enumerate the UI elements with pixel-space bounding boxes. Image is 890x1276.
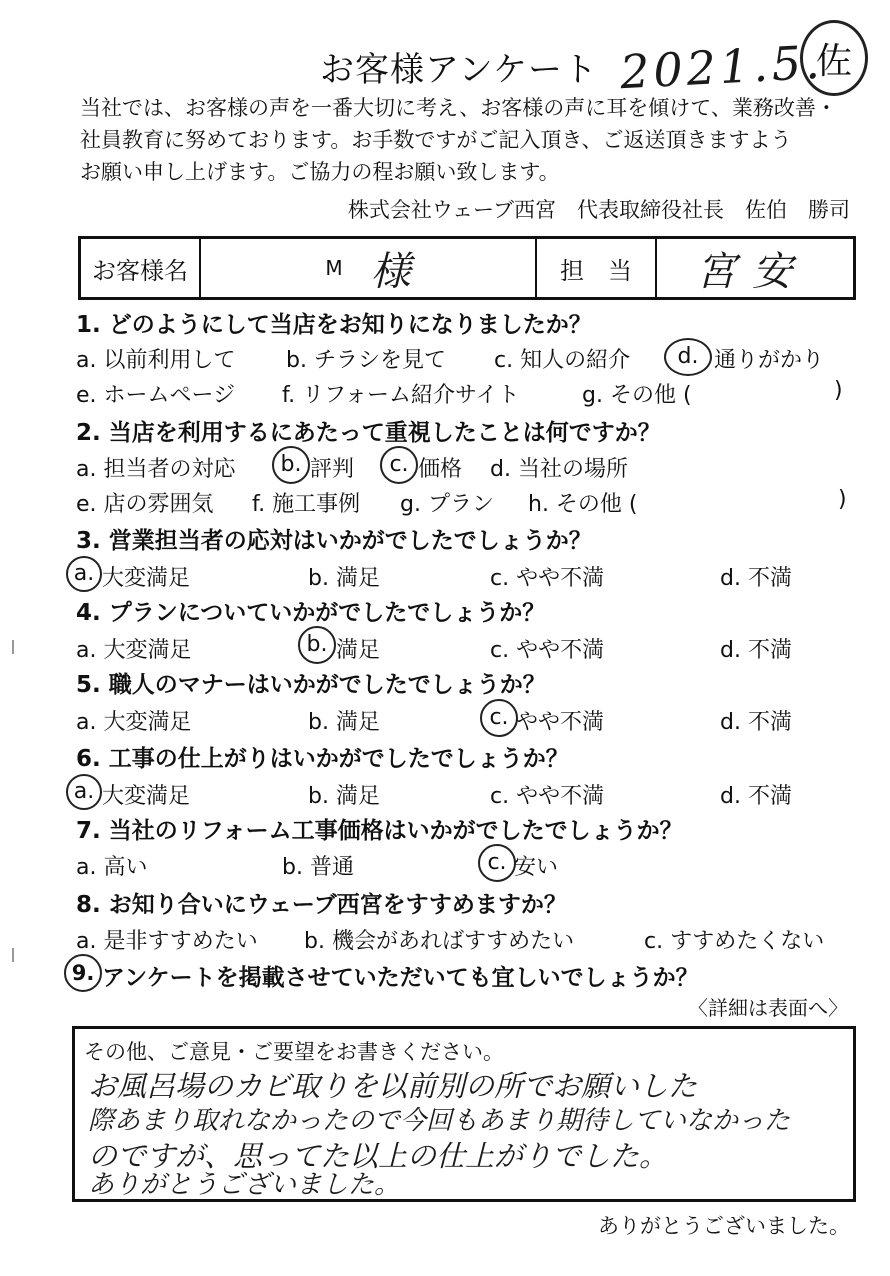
- q5-option-d[interactable]: d. 不満: [720, 710, 792, 735]
- comment-line-1: お風呂場のカビ取りを以前別の所でお願いした: [88, 1069, 698, 1103]
- staff-label: 担 当: [537, 239, 657, 297]
- q3-option-c[interactable]: c. やや不満: [490, 566, 605, 591]
- customer-name-value: M: [325, 256, 343, 280]
- q3-option-b[interactable]: b. 満足: [308, 566, 380, 591]
- comment-line-3: のですが、思ってた以上の仕上がりでした。: [88, 1139, 669, 1173]
- q7-option-c-label: 安い: [514, 855, 559, 880]
- q2-option-c-label: 価格: [418, 457, 463, 482]
- q1-option-a[interactable]: a. 以前利用して: [76, 348, 236, 373]
- question-3: 3. 営業担当者の応対はいかがでしたでしょうか？: [76, 528, 592, 554]
- question-9: アンケートを掲載させていただいても宜しいでしょうか？: [102, 965, 699, 991]
- comment-line-2: 際あまり取れなかったので今回もあまり期待していなかった: [88, 1106, 791, 1136]
- q8-option-b[interactable]: b. 機会があればすすめたい: [304, 929, 575, 954]
- scan-mark: [12, 640, 14, 654]
- q1-option-c[interactable]: c. 知人の紹介: [494, 348, 631, 373]
- q1-option-g[interactable]: g. その他 (: [582, 383, 692, 408]
- q3-option-a-label: 大変満足: [102, 566, 191, 591]
- q2-option-g[interactable]: g. プラン: [400, 492, 494, 517]
- q7-option-b[interactable]: b. 普通: [282, 855, 354, 880]
- q3-option-d[interactable]: d. 不満: [720, 566, 792, 591]
- customer-name-label: お客様名: [81, 239, 201, 297]
- q2-option-h-close: ): [838, 487, 847, 512]
- q6-option-c[interactable]: c. やや不満: [490, 784, 605, 809]
- handwritten-date: 2021.5.: [618, 34, 825, 100]
- q4-option-b-label: 満足: [336, 638, 381, 663]
- customer-name-suffix: 様: [370, 248, 411, 295]
- question-2: 2. 当店を利用するにあたって重視したことは何ですか？: [76, 420, 661, 446]
- q2-option-h[interactable]: h. その他 (: [528, 492, 638, 517]
- scan-mark: [12, 948, 14, 962]
- q1-option-g-close: ): [834, 378, 843, 403]
- intro-line-2: 社員教育に努めております。お手数ですがご記入頂き、ご返送頂きますよう: [80, 128, 792, 152]
- footer-thanks: ありがとうございました。: [598, 1214, 850, 1238]
- q8-option-a[interactable]: a. 是非すすめたい: [76, 929, 258, 954]
- company-signature: 株式会社ウェーブ西宮 代表取締役社長 佐伯 勝司: [347, 198, 850, 222]
- q8-option-c[interactable]: c. すすめたくない: [644, 929, 825, 954]
- q6-option-d[interactable]: d. 不満: [720, 784, 792, 809]
- q5-option-a[interactable]: a. 大変満足: [76, 710, 192, 735]
- q9-note: 〈詳細は表面へ〉: [688, 996, 848, 1020]
- q6-option-b[interactable]: b. 満足: [308, 784, 380, 809]
- seal-stamp-text: 佐: [815, 40, 852, 82]
- q1-option-d-circled[interactable]: d.: [664, 338, 712, 376]
- comment-line-4: ありがとうございました。: [88, 1170, 401, 1200]
- q2-option-f[interactable]: f. 施工事例: [252, 492, 361, 517]
- q5-option-c-circled[interactable]: c.: [480, 699, 518, 737]
- intro-line-3: お願い申し上げます。ご協力の程お願い致します。: [80, 160, 560, 184]
- q2-option-e[interactable]: e. 店の雰囲気: [76, 492, 214, 517]
- q3-option-a-circled[interactable]: a.: [66, 556, 102, 592]
- seal-stamp: [800, 20, 868, 96]
- q2-option-a[interactable]: a. 担当者の対応: [76, 457, 236, 482]
- survey-title: お客様アンケート: [320, 50, 598, 90]
- comments-prompt: その他、ご意見・ご要望をお書きください。: [84, 1040, 504, 1064]
- q7-option-a[interactable]: a. 高い: [76, 855, 148, 880]
- q2-option-c-circled[interactable]: c.: [380, 446, 418, 484]
- q1-option-e[interactable]: e. ホームページ: [76, 383, 236, 408]
- q4-option-a[interactable]: a. 大変満足: [76, 638, 192, 663]
- q2-option-b-label: 評判: [310, 457, 355, 482]
- question-1: 1. どのようにして当店をお知りになりましたか？: [76, 312, 592, 338]
- staff-value: 宮安: [696, 248, 808, 295]
- q5-option-c-label: やや不満: [516, 710, 605, 735]
- q4-option-d[interactable]: d. 不満: [720, 638, 792, 663]
- question-4: 4. プランについていかがでしたでしょうか？: [76, 600, 546, 626]
- question-7: 7. 当社のリフォーム工事価格はいかがでしたでしょうか？: [76, 818, 683, 844]
- q6-option-a-circled[interactable]: a.: [66, 774, 102, 810]
- q9-number-circled[interactable]: 9.: [64, 954, 102, 992]
- question-8: 8. お知り合いにウェーブ西宮をすすめますか？: [76, 892, 567, 918]
- q1-option-f[interactable]: f. リフォーム紹介サイト: [282, 383, 520, 408]
- intro-line-1: 当社では、お客様の声を一番大切に考え、お客様の声に耳を傾けて、業務改善・: [80, 96, 837, 120]
- question-5: 5. 職人のマナーはいかがでしたでしょうか？: [76, 672, 546, 698]
- q4-option-b-circled[interactable]: b.: [298, 626, 336, 664]
- staff-cell[interactable]: [657, 239, 847, 297]
- q1-option-d-label: 通りがかり: [714, 348, 825, 373]
- q2-option-d[interactable]: d. 当社の場所: [490, 457, 628, 482]
- q7-option-c-circled[interactable]: c.: [478, 844, 516, 882]
- q2-option-b-circled[interactable]: b.: [272, 446, 310, 484]
- customer-name-cell[interactable]: [201, 239, 537, 297]
- q6-option-a-label: 大変満足: [102, 784, 191, 809]
- q5-option-b[interactable]: b. 満足: [308, 710, 380, 735]
- customer-info-box: [78, 236, 856, 300]
- q4-option-c[interactable]: c. やや不満: [490, 638, 605, 663]
- question-6: 6. 工事の仕上がりはいかがでしたでしょうか？: [76, 746, 569, 772]
- q1-option-b[interactable]: b. チラシを見て: [286, 348, 446, 373]
